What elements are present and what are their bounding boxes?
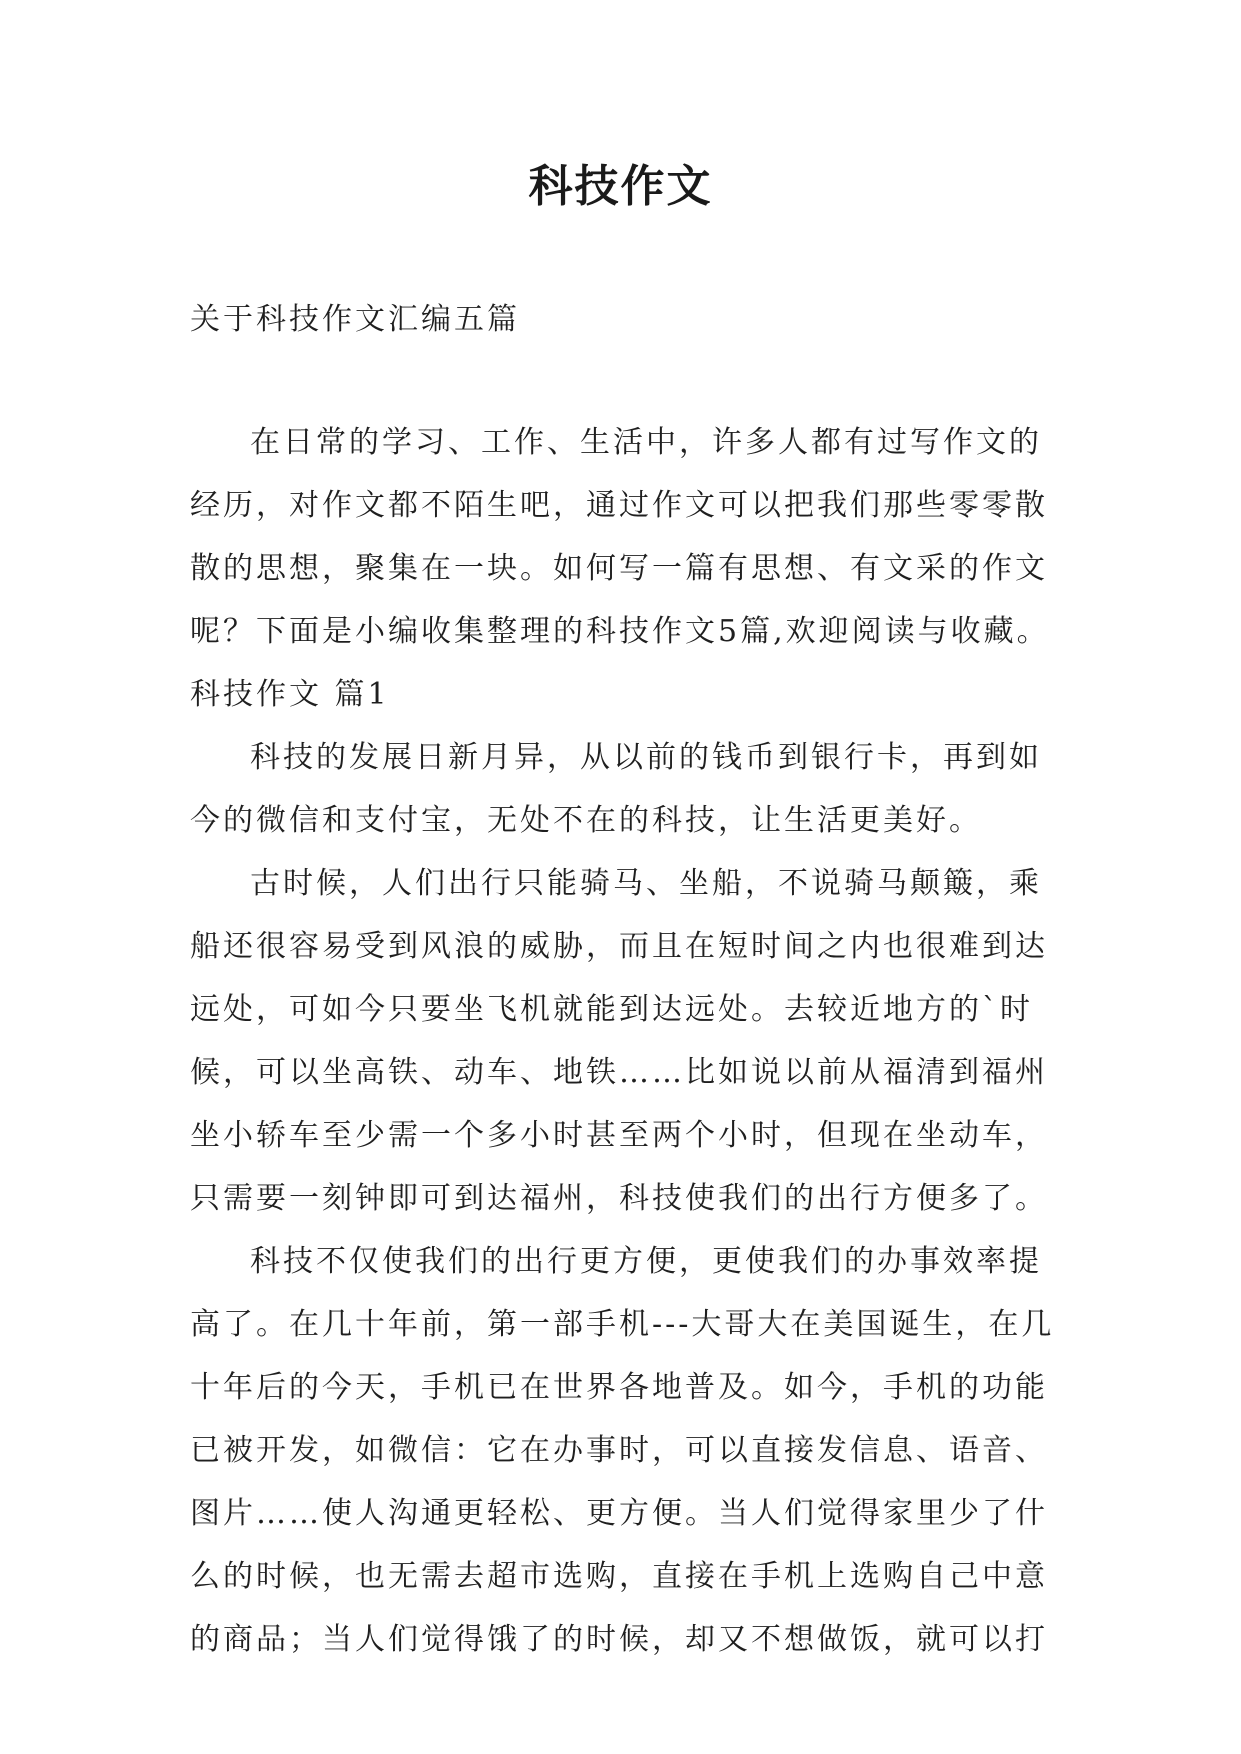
body-paragraph: 古时候，人们出行只能骑马、坐船，不说骑马颠簸，乘船还很容易受到风浪的威胁，而且在短时间之内也很难到达远处，可如今只要坐飞机就能到达远处。去较近地方的`时候，可以坐高铁、动车、地铁……比如说以前从福清到福州坐小轿车至少需一个多小时甚至两个小时，但现在坐动车，只需要一刻钟即可到达福州，科技使我们的出行方便多了。 (190, 866, 1048, 1216)
intro-paragraph: 在日常的学习、工作、生活中，许多人都有过写作文的经历，对作文都不陌生吧，通过作文可以把我们那些零零散散的思想，聚集在一块。如何写一篇有思想、有文采的作文呢？下面是小编收集整理的科技作文5篇,欢迎阅读与收藏。 (190, 425, 1050, 649)
body-paragraph: 科技不仅使我们的出行更方便，更使我们的办事效率提高了。在几十年前，第一部手机---大哥大在美国诞生，在几十年后的今天，手机已在世界各地普及。如今，手机的功能已被开发，如微信：它在办事时，可以直接发信息、语音、图片……使人沟通更轻松、更方便。当人们觉得家里少了什么的时候，也无需去超市选购，直接在手机上选购自己中意的商品；当人们觉得饿了的时候，却又不想做饭，就可以打 (190, 1244, 1055, 1657)
document-title: 科技作文 (528, 161, 713, 212)
document-body (190, 288, 1065, 1671)
section-heading: 科技作文 篇1 (190, 677, 390, 712)
document-subtitle: 关于科技作文汇编五篇 (190, 302, 520, 337)
body-paragraph: 科技的发展日新月异，从以前的钱币到银行卡，再到如今的微信和支付宝，无处不在的科技，让生活更美好。 (190, 740, 1042, 838)
